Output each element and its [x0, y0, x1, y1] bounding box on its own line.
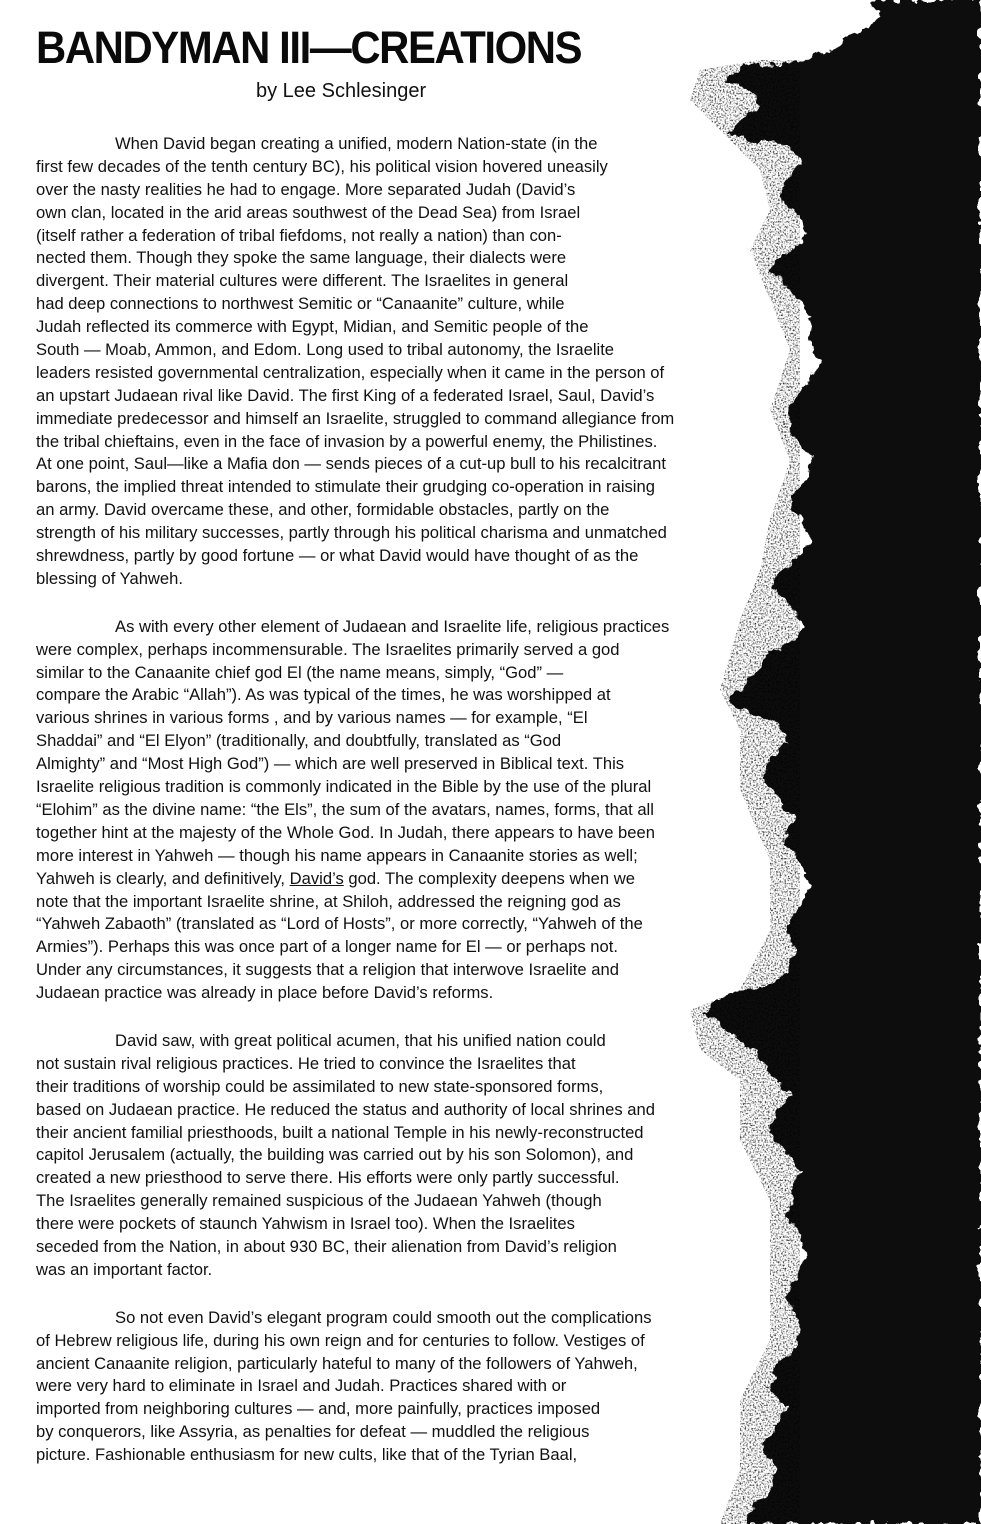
- paragraph-line: barons, the implied threat intended to stimulate their grudging co-operation in raising: [36, 477, 655, 497]
- paragraph-line: imported from neighboring cultures — and, more painfully, practices imposed: [36, 1399, 601, 1419]
- paragraph-line: immediate predecessor and himself an Israelite, struggled to command allegiance from: [36, 408, 675, 428]
- paragraph-line: an upstart Judaean rival like David. The first King of a federated Israel, Saul, David’s: [36, 385, 655, 405]
- paragraph-line: At one point, Saul—like a Mafia don — sends pieces of a cut-up bull to his recalcitrant: [36, 454, 666, 474]
- paragraph-line: more interest in Yahweh — though his name appears in Canaanite stories as well;: [36, 845, 638, 865]
- paragraph-line-head: Yahweh is clearly, and definitively,: [36, 868, 290, 888]
- paragraph-line: strength of his military successes, partly through his political charisma and unmatched: [36, 523, 667, 543]
- paragraph-line: compare the Arabic “Allah”). As was typical of the times, he was worshipped at: [36, 685, 611, 705]
- paragraph-line: their ancient familial priesthoods, built a national Temple in his newly-reconstructed: [36, 1122, 644, 1142]
- paragraph-line: similar to the Canaanite chief god El (the name means, simply, “God” —: [36, 662, 564, 682]
- paragraph-line: Almighty” and “Most High God”) — which are well preserved in Biblical text. This: [36, 754, 625, 774]
- paragraph-line: South — Moab, Ammon, and Edom. Long used to tribal autonomy, the Israelite: [36, 340, 615, 360]
- paragraph-line: not sustain rival religious practices. He tried to convince the Israelites that: [36, 1053, 576, 1073]
- paragraph-line: When David began creating a unified, modern Nation-state (in the: [115, 134, 598, 153]
- paragraph-1: [36, 133, 776, 591]
- paragraph-line: (itself rather a federation of tribal fiefdoms, not really a nation) than con-: [36, 225, 562, 245]
- paragraph-line-tail: god. The complexity deepens when we: [343, 868, 635, 888]
- paragraph-line: [36, 868, 776, 891]
- paragraph-line: shrewdness, partly by good fortune — or what David would have thought of as the: [36, 546, 639, 566]
- paragraph-line: an army. David overcame these, and other, formidable obstacles, partly on the: [36, 500, 610, 520]
- paragraph-line: Armies”). Perhaps this was once part of a longer name for El — or perhaps not.: [36, 937, 618, 957]
- paragraph-2: [36, 616, 776, 1005]
- paragraph-line: capitol Jerusalem (actually, the building was carried out by his son Solomon), and: [36, 1145, 634, 1165]
- paragraph-line: “Yahweh Zabaoth” (translated as “Lord of Hosts”, or more correctly, “Yahweh of the: [36, 914, 643, 934]
- paragraph-line: Under any circumstances, it suggests that a religion that interwove Israelite and: [36, 960, 619, 980]
- paragraph-line: Judaean practice was already in place before David’s reforms.: [36, 983, 494, 1003]
- paragraph-line: seceded from the Nation, in about 930 BC, their alienation from David’s religion: [36, 1236, 617, 1256]
- paragraph-line: were very hard to eliminate in Israel and Judah. Practices shared with or: [36, 1376, 567, 1396]
- paragraph-3: [36, 1030, 776, 1282]
- paragraph-line: created a new priesthood to serve there. His efforts were only partly successful.: [36, 1168, 620, 1188]
- paragraph-line: “Elohim” as the divine name: “the Els”, the sum of the avatars, names, forms, that all: [36, 799, 654, 819]
- paragraph-line: the tribal chieftains, even in the face of invasion by a powerful enemy, the Philistines.: [36, 431, 658, 451]
- paragraph-line: by conquerors, like Assyria, as penalties for defeat — muddled the religious: [36, 1422, 590, 1442]
- paragraph-line: divergent. Their material cultures were different. The Israelites in general: [36, 271, 569, 291]
- paragraph-line: own clan, located in the arid areas southwest of the Dead Sea) from Israel: [36, 202, 581, 222]
- paragraph-line: blessing of Yahweh.: [36, 568, 183, 588]
- paragraph-line: based on Judaean practice. He reduced the status and authority of local shrines and: [36, 1099, 655, 1119]
- paragraph-line: over the nasty realities he had to engage. More separated Judah (David’s: [36, 179, 576, 199]
- paragraph-line: The Israelites generally remained suspicious of the Judaean Yahweh (though: [36, 1191, 602, 1211]
- paragraph-line: ancient Canaanite religion, particularly hateful to many of the followers of Yahweh,: [36, 1353, 638, 1373]
- article-body: [36, 133, 776, 1492]
- paragraph-line: there were pockets of staunch Yahwism in Israel too). When the Israelites: [36, 1214, 575, 1234]
- paragraph-line: first few decades of the tenth century BC), his political vision hovered uneasily: [36, 156, 608, 176]
- paragraph-line: As with every other element of Judaean and Israelite life, religious practices: [115, 616, 670, 636]
- byline: by Lee Schlesinger: [256, 80, 427, 102]
- paragraph-line: of Hebrew religious life, during his own reign and for centuries to follow. Vestiges of: [36, 1330, 645, 1350]
- paragraph-line: Israelite religious tradition is commonly indicated in the Bible by the use of the plural: [36, 777, 652, 797]
- paragraph-line: Shaddai” and “El Elyon” (traditionally, and doubtfully, translated as “God: [36, 731, 562, 751]
- paragraph-line: was an important factor.: [36, 1259, 213, 1279]
- paragraph-line: were complex, perhaps incommensurable. The Israelites primarily served a god: [36, 639, 620, 659]
- paragraph-line: together hint at the majesty of the Whole God. In Judah, there appears to have been: [36, 822, 655, 842]
- paragraph-line: note that the important Israelite shrine, at Shiloh, addressed the reigning god as: [36, 891, 621, 911]
- paragraph-line: their traditions of worship could be assimilated to new state-sponsored forms,: [36, 1076, 604, 1096]
- paragraph-line: had deep connections to northwest Semitic or “Canaanite” culture, while: [36, 294, 565, 314]
- paragraph-line: picture. Fashionable enthusiasm for new cults, like that of the Tyrian Baal,: [36, 1445, 578, 1465]
- paragraph-line: David saw, with great political acumen, that his unified nation could: [115, 1030, 606, 1050]
- paragraph-line: leaders resisted governmental centralization, especially when it came in the person of: [36, 362, 665, 382]
- underlined-davids: David’s: [289, 868, 344, 888]
- paragraph-line: various shrines in various forms , and by various names — for example, “El: [36, 708, 588, 728]
- paragraph-4: [36, 1307, 776, 1467]
- paragraph-line: So not even David’s elegant program could smooth out the complications: [115, 1307, 652, 1327]
- paragraph-line: nected them. Though they spoke the same language, their dialects were: [36, 248, 567, 268]
- paragraph-line: Judah reflected its commerce with Egypt, Midian, and Semitic people of the: [36, 317, 589, 337]
- page-title: BANDYMAN III—CREATIONS: [36, 22, 582, 73]
